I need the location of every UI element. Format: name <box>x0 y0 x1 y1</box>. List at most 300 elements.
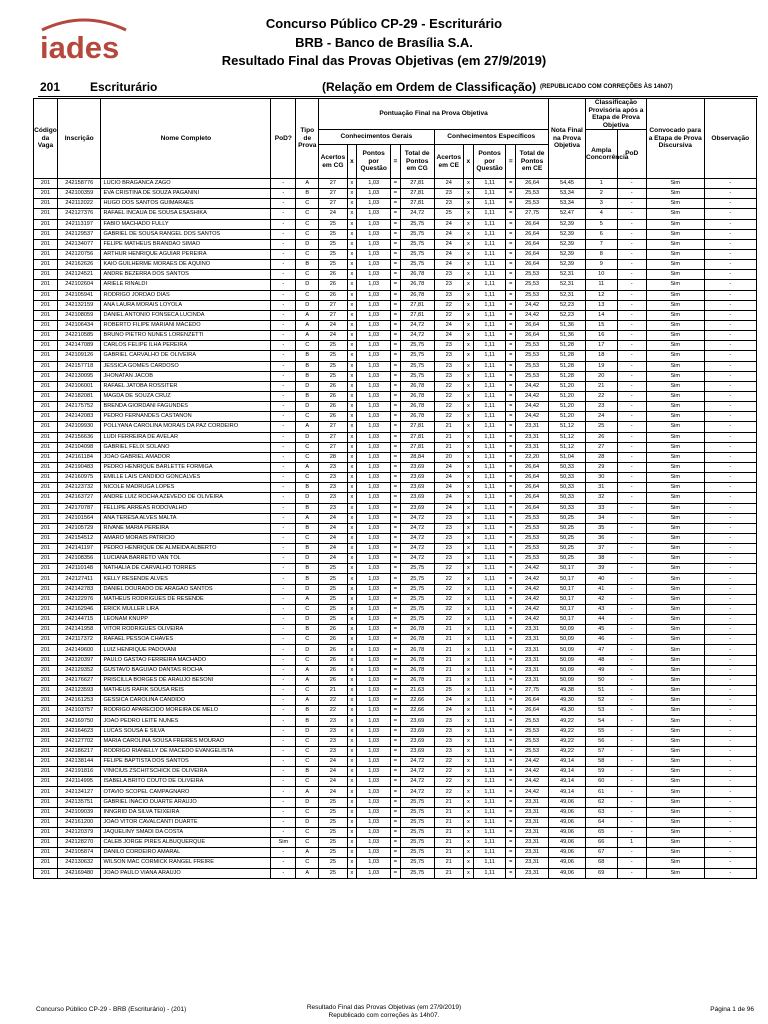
cell-tipo: B <box>296 706 319 716</box>
cell-x: x <box>347 828 357 838</box>
cell-inscricao: 242135751 <box>57 797 101 807</box>
cell-pod: - <box>271 726 296 736</box>
table-row <box>34 199 757 209</box>
cell-pod: - <box>271 493 296 503</box>
cell-nome: WILSON MAC CORMICK RANGEL FREIRE <box>101 858 271 868</box>
cell-x: x <box>463 594 473 604</box>
cell-eq: = <box>391 726 401 736</box>
cell-x: x <box>347 483 357 493</box>
cell-total-ce: 25,53 <box>516 544 549 554</box>
cell-nota-final: 50,09 <box>548 635 585 645</box>
cell-codigo: 201 <box>34 462 58 472</box>
cell-pontos-ce: 1,11 <box>473 706 506 716</box>
cell-ampla: 32 <box>585 493 617 503</box>
cell-pontos-cg: 1,03 <box>357 817 391 827</box>
cell-x: x <box>463 736 473 746</box>
cell-inscricao: 242182081 <box>57 391 101 401</box>
cell-observacao: - <box>704 655 756 665</box>
cell-tipo: D <box>296 584 319 594</box>
cell-pod-class: - <box>617 513 646 523</box>
cell-acertos-cg: 25 <box>319 615 347 625</box>
cell-convocado: Sim <box>646 199 704 209</box>
cell-tipo: C <box>296 828 319 838</box>
cell-convocado: Sim <box>646 412 704 422</box>
cell-ampla: 50 <box>585 675 617 685</box>
cell-tipo: D <box>296 432 319 442</box>
cell-codigo: 201 <box>34 767 58 777</box>
header-nota-final: Nota Final na Prova Objetiva <box>548 99 585 179</box>
cell-nota-final: 49,06 <box>548 858 585 868</box>
cell-total-cg: 23,69 <box>400 503 434 513</box>
cell-inscricao: 242144715 <box>57 615 101 625</box>
cell-tipo: D <box>296 493 319 503</box>
cell-total-cg: 23,69 <box>400 746 434 756</box>
cell-eq: = <box>506 320 516 330</box>
cell-pontos-cg: 1,03 <box>357 594 391 604</box>
cell-observacao: - <box>704 797 756 807</box>
cell-pod: - <box>271 503 296 513</box>
cell-inscricao: 242141197 <box>57 544 101 554</box>
cell-pod: - <box>271 412 296 422</box>
cell-pod: - <box>271 442 296 452</box>
cell-total-ce: 25,53 <box>516 736 549 746</box>
table-row <box>34 300 757 310</box>
cell-observacao: - <box>704 249 756 259</box>
cell-pontos-ce: 1,11 <box>473 564 506 574</box>
cell-codigo: 201 <box>34 432 58 442</box>
cell-pontos-ce: 1,11 <box>473 615 506 625</box>
cell-nome: RAFAEL JATOBA ROSSITER <box>101 381 271 391</box>
cell-observacao: - <box>704 746 756 756</box>
cell-acertos-ce: 22 <box>434 300 463 310</box>
cell-pontos-ce: 1,11 <box>473 777 506 787</box>
cell-nota-final: 49,14 <box>548 767 585 777</box>
cell-tipo: A <box>296 422 319 432</box>
cell-x: x <box>463 219 473 229</box>
cell-convocado: Sim <box>646 604 704 614</box>
cell-pontos-cg: 1,03 <box>357 767 391 777</box>
cell-eq: = <box>506 604 516 614</box>
cell-x: x <box>463 331 473 341</box>
cell-pod-class: - <box>617 645 646 655</box>
cell-eq: = <box>391 483 401 493</box>
cell-total-cg: 25,75 <box>400 828 434 838</box>
cell-nota-final: 50,17 <box>548 574 585 584</box>
cell-x: x <box>347 249 357 259</box>
cell-eq: = <box>391 422 401 432</box>
cell-eq: = <box>506 381 516 391</box>
header-tipo: Tipo de Prova <box>296 99 319 179</box>
cell-nota-final: 49,14 <box>548 777 585 787</box>
cell-nota-final: 52,31 <box>548 290 585 300</box>
cell-eq: = <box>391 736 401 746</box>
cell-eq: = <box>391 686 401 696</box>
cell-x: x <box>463 675 473 685</box>
cell-nota-final: 51,20 <box>548 402 585 412</box>
cell-pontos-ce: 1,11 <box>473 665 506 675</box>
table-row <box>34 736 757 746</box>
cell-acertos-cg: 24 <box>319 523 347 533</box>
cell-inscricao: 242123732 <box>57 483 101 493</box>
cell-codigo: 201 <box>34 706 58 716</box>
table-row <box>34 696 757 706</box>
cell-total-ce: 25,53 <box>516 716 549 726</box>
cell-codigo: 201 <box>34 452 58 462</box>
cell-total-cg: 27,81 <box>400 199 434 209</box>
cell-pontos-cg: 1,03 <box>357 280 391 290</box>
cell-eq: = <box>506 828 516 838</box>
cell-total-cg: 24,72 <box>400 777 434 787</box>
cell-pod-class: - <box>617 320 646 330</box>
cell-convocado: Sim <box>646 331 704 341</box>
cell-eq: = <box>506 686 516 696</box>
cell-inscricao: 242103757 <box>57 706 101 716</box>
cell-eq: = <box>391 777 401 787</box>
cell-x: x <box>347 746 357 756</box>
cell-pontos-ce: 1,11 <box>473 848 506 858</box>
table-row <box>34 229 757 239</box>
cell-eq: = <box>506 219 516 229</box>
table-row <box>34 361 757 371</box>
cell-pod: - <box>271 686 296 696</box>
cell-total-ce: 26,64 <box>516 696 549 706</box>
cell-ampla: 34 <box>585 513 617 523</box>
cell-pod-class: - <box>617 219 646 229</box>
cell-convocado: Sim <box>646 462 704 472</box>
cell-eq: = <box>391 260 401 270</box>
cell-acertos-ce: 23 <box>434 270 463 280</box>
cell-inscricao: 242109930 <box>57 422 101 432</box>
cell-inscricao: 242154512 <box>57 533 101 543</box>
cell-pod: - <box>271 310 296 320</box>
cell-pontos-ce: 1,11 <box>473 554 506 564</box>
cell-convocado: Sim <box>646 807 704 817</box>
cell-x: x <box>347 381 357 391</box>
cell-pod: - <box>271 331 296 341</box>
cell-eq: = <box>391 665 401 675</box>
cell-nota-final: 49,38 <box>548 686 585 696</box>
cell-total-ce: 23,31 <box>516 422 549 432</box>
cell-x: x <box>347 473 357 483</box>
cell-eq: = <box>391 615 401 625</box>
cell-nome: DANILO CORDEIRO AMARAL <box>101 848 271 858</box>
cell-ampla: 26 <box>585 432 617 442</box>
cell-acertos-cg: 26 <box>319 391 347 401</box>
cell-pontos-cg: 1,03 <box>357 523 391 533</box>
cell-x: x <box>463 341 473 351</box>
cell-pod-class: - <box>617 290 646 300</box>
cell-eq: = <box>506 310 516 320</box>
cell-observacao: - <box>704 665 756 675</box>
cell-ampla: 8 <box>585 249 617 259</box>
cell-inscricao: 242169750 <box>57 716 101 726</box>
cell-pontos-ce: 1,11 <box>473 523 506 533</box>
cell-observacao: - <box>704 675 756 685</box>
cell-eq: = <box>506 391 516 401</box>
cell-eq: = <box>506 554 516 564</box>
cell-pontos-ce: 1,11 <box>473 402 506 412</box>
cell-convocado: Sim <box>646 858 704 868</box>
cell-pontos-ce: 1,11 <box>473 716 506 726</box>
table-row <box>34 706 757 716</box>
cell-acertos-cg: 26 <box>319 665 347 675</box>
cell-codigo: 201 <box>34 625 58 635</box>
cell-total-ce: 23,31 <box>516 635 549 645</box>
cell-total-cg: 26,78 <box>400 381 434 391</box>
cell-observacao: - <box>704 604 756 614</box>
cell-acertos-cg: 25 <box>319 229 347 239</box>
cell-tipo: B <box>296 564 319 574</box>
cell-acertos-cg: 23 <box>319 493 347 503</box>
cell-x: x <box>347 716 357 726</box>
cell-eq: = <box>506 533 516 543</box>
cell-observacao: - <box>704 371 756 381</box>
cell-acertos-ce: 23 <box>434 189 463 199</box>
cell-pontos-cg: 1,03 <box>357 493 391 503</box>
table-row <box>34 260 757 270</box>
cell-nota-final: 51,20 <box>548 412 585 422</box>
cell-x: x <box>347 797 357 807</box>
cell-acertos-ce: 22 <box>434 412 463 422</box>
cell-total-cg: 26,78 <box>400 280 434 290</box>
cell-eq: = <box>391 503 401 513</box>
cell-tipo: C <box>296 341 319 351</box>
cell-nota-final: 49,06 <box>548 817 585 827</box>
cell-x: x <box>463 604 473 614</box>
cell-observacao: - <box>704 554 756 564</box>
cell-pod-class: - <box>617 716 646 726</box>
table-row <box>34 777 757 787</box>
cell-acertos-ce: 21 <box>434 848 463 858</box>
cell-pod: - <box>271 848 296 858</box>
cell-x: x <box>463 351 473 361</box>
cell-total-ce: 26,64 <box>516 260 549 270</box>
cell-codigo: 201 <box>34 746 58 756</box>
cell-pontos-cg: 1,03 <box>357 249 391 259</box>
cell-x: x <box>463 280 473 290</box>
cell-total-cg: 24,72 <box>400 209 434 219</box>
cell-acertos-cg: 23 <box>319 736 347 746</box>
cell-tipo: C <box>296 270 319 280</box>
cell-acertos-ce: 21 <box>434 868 463 878</box>
cell-pontos-cg: 1,03 <box>357 341 391 351</box>
table-row <box>34 838 757 848</box>
cell-total-cg: 25,75 <box>400 797 434 807</box>
cell-codigo: 201 <box>34 564 58 574</box>
cell-eq: = <box>506 493 516 503</box>
cell-pod: - <box>271 513 296 523</box>
cell-acertos-cg: 22 <box>319 706 347 716</box>
cell-total-ce: 26,64 <box>516 229 549 239</box>
cell-x: x <box>463 320 473 330</box>
cell-tipo: A <box>296 696 319 706</box>
cell-pontos-cg: 1,03 <box>357 574 391 584</box>
cell-codigo: 201 <box>34 787 58 797</box>
cell-eq: = <box>391 655 401 665</box>
cell-acertos-cg: 24 <box>319 554 347 564</box>
cell-pod: - <box>271 777 296 787</box>
cell-eq: = <box>506 675 516 685</box>
cell-x: x <box>347 574 357 584</box>
cell-convocado: Sim <box>646 787 704 797</box>
cell-x: x <box>463 767 473 777</box>
cell-inscricao: 242130095 <box>57 371 101 381</box>
cell-eq: = <box>506 179 516 189</box>
cell-nota-final: 51,20 <box>548 381 585 391</box>
cell-nome: GESSICA CAROLINA CANDIDO <box>101 696 271 706</box>
cell-ampla: 15 <box>585 320 617 330</box>
result-title: Resultado Final das Provas Objetivas (em 27/9/2019) <box>221 53 547 68</box>
cell-codigo: 201 <box>34 716 58 726</box>
cell-pontos-cg: 1,03 <box>357 270 391 280</box>
cell-convocado: Sim <box>646 848 704 858</box>
table-row <box>34 828 757 838</box>
cell-acertos-ce: 21 <box>434 838 463 848</box>
cell-observacao: - <box>704 341 756 351</box>
cell-eq: = <box>506 239 516 249</box>
cell-acertos-ce: 21 <box>434 797 463 807</box>
cell-convocado: Sim <box>646 503 704 513</box>
cell-observacao: - <box>704 757 756 767</box>
cell-total-ce: 24,42 <box>516 574 549 584</box>
cell-nome: DANIEL DOURADO DE ARAGAO SANTOS <box>101 584 271 594</box>
cell-acertos-cg: 25 <box>319 817 347 827</box>
cell-eq: = <box>391 341 401 351</box>
cell-tipo: A <box>296 594 319 604</box>
cell-total-ce: 26,64 <box>516 320 549 330</box>
cell-x: x <box>347 412 357 422</box>
table-row <box>34 817 757 827</box>
cell-pontos-ce: 1,11 <box>473 807 506 817</box>
cell-eq: = <box>506 564 516 574</box>
cell-tipo: C <box>296 655 319 665</box>
cell-acertos-ce: 23 <box>434 290 463 300</box>
cell-pontos-ce: 1,11 <box>473 533 506 543</box>
cell-observacao: - <box>704 594 756 604</box>
cell-inscricao: 242130632 <box>57 858 101 868</box>
cell-pod-class: - <box>617 757 646 767</box>
cell-tipo: D <box>296 615 319 625</box>
cell-ampla: 41 <box>585 584 617 594</box>
cell-nome: ANDRE BEZERRA DOS SANTOS <box>101 270 271 280</box>
cell-ampla: 58 <box>585 757 617 767</box>
cell-pontos-cg: 1,03 <box>357 189 391 199</box>
cell-total-cg: 25,75 <box>400 371 434 381</box>
cell-total-ce: 25,53 <box>516 554 549 564</box>
cell-nome: MAGDA DE SOUZA CRUZ <box>101 391 271 401</box>
cell-eq: = <box>391 412 401 422</box>
cell-nome: PEDRO HENRIQUE DE ALMEIDA ALBERTO <box>101 544 271 554</box>
cell-eq: = <box>391 270 401 280</box>
cell-pod: - <box>271 402 296 412</box>
cell-eq: = <box>506 442 516 452</box>
cell-total-cg: 25,75 <box>400 260 434 270</box>
cell-tipo: B <box>296 391 319 401</box>
cell-eq: = <box>391 452 401 462</box>
cell-total-cg: 27,81 <box>400 442 434 452</box>
cell-acertos-ce: 21 <box>434 625 463 635</box>
cell-total-ce: 26,64 <box>516 239 549 249</box>
cell-acertos-ce: 23 <box>434 199 463 209</box>
cell-total-cg: 24,72 <box>400 554 434 564</box>
cell-acertos-cg: 25 <box>319 564 347 574</box>
cell-total-ce: 22,20 <box>516 452 549 462</box>
cell-tipo: B <box>296 625 319 635</box>
cell-x: x <box>463 716 473 726</box>
table-row <box>34 331 757 341</box>
cell-convocado: Sim <box>646 838 704 848</box>
cell-codigo: 201 <box>34 868 58 878</box>
cell-tipo: B <box>296 523 319 533</box>
cell-x: x <box>347 402 357 412</box>
cell-tipo: C <box>296 736 319 746</box>
cell-codigo: 201 <box>34 229 58 239</box>
cell-observacao: - <box>704 584 756 594</box>
cell-pod: - <box>271 706 296 716</box>
cell-nome: RAFAEL PESSOA CHAVES <box>101 635 271 645</box>
cell-acertos-ce: 21 <box>434 665 463 675</box>
cell-nome: VITOR RODRIGUES OLIVEIRA <box>101 625 271 635</box>
cell-ampla: 29 <box>585 462 617 472</box>
cell-total-cg: 25,75 <box>400 341 434 351</box>
cell-total-ce: 24,42 <box>516 300 549 310</box>
cell-x: x <box>347 341 357 351</box>
cell-total-cg: 24,72 <box>400 767 434 777</box>
cell-codigo: 201 <box>34 239 58 249</box>
cell-pod-class: - <box>617 696 646 706</box>
table-row <box>34 675 757 685</box>
cell-x: x <box>463 533 473 543</box>
cell-acertos-cg: 26 <box>319 675 347 685</box>
cell-codigo: 201 <box>34 513 58 523</box>
cell-eq: = <box>506 858 516 868</box>
cell-acertos-cg: 23 <box>319 726 347 736</box>
cell-pontos-cg: 1,03 <box>357 604 391 614</box>
cell-eq: = <box>391 858 401 868</box>
cell-x: x <box>347 209 357 219</box>
cell-x: x <box>463 848 473 858</box>
cell-ampla: 40 <box>585 574 617 584</box>
cell-acertos-cg: 25 <box>319 239 347 249</box>
cell-acertos-ce: 24 <box>434 493 463 503</box>
cell-tipo: D <box>296 817 319 827</box>
cell-x: x <box>463 807 473 817</box>
cell-acertos-ce: 22 <box>434 777 463 787</box>
cell-nome: KELLY RESENDE ALVES <box>101 574 271 584</box>
cell-nota-final: 50,33 <box>548 483 585 493</box>
cell-convocado: Sim <box>646 726 704 736</box>
cell-total-ce: 25,53 <box>516 371 549 381</box>
cell-pod-class: - <box>617 767 646 777</box>
cell-pod-class: - <box>617 848 646 858</box>
cell-nome: GABRIEL FELIX SOLANO <box>101 442 271 452</box>
cell-acertos-ce: 24 <box>434 473 463 483</box>
cell-eq: = <box>506 249 516 259</box>
cell-pod: - <box>271 574 296 584</box>
cell-total-cg: 25,75 <box>400 351 434 361</box>
cell-x: x <box>347 615 357 625</box>
cell-pontos-ce: 1,11 <box>473 868 506 878</box>
cell-total-cg: 25,75 <box>400 848 434 858</box>
cell-x: x <box>463 209 473 219</box>
cell-x: x <box>463 777 473 787</box>
cell-nota-final: 52,39 <box>548 219 585 229</box>
cell-inscricao: 242127376 <box>57 209 101 219</box>
cell-nota-final: 49,14 <box>548 757 585 767</box>
cell-pod-class: - <box>617 473 646 483</box>
cell-x: x <box>347 767 357 777</box>
cell-observacao: - <box>704 828 756 838</box>
